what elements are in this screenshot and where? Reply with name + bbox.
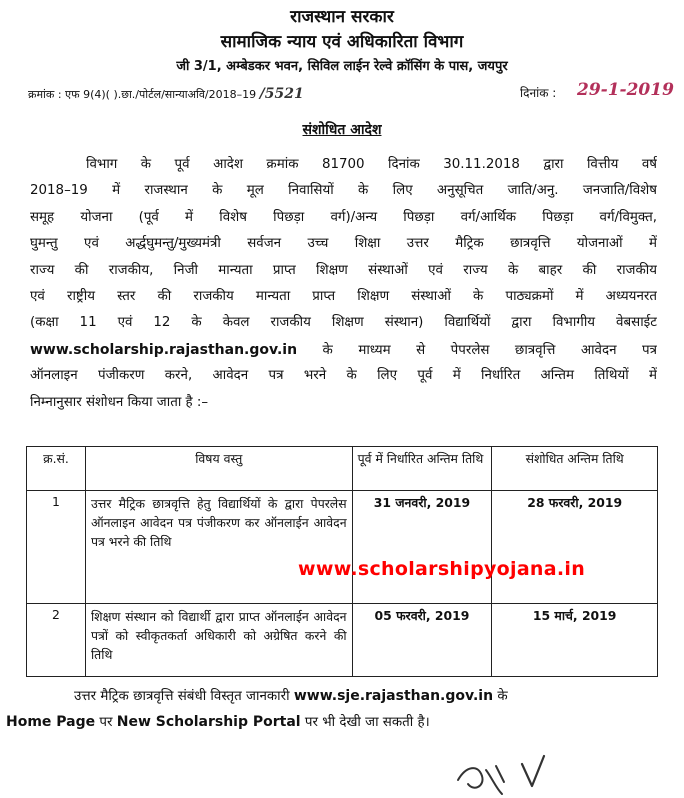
row-new-date: 15 मार्च, 2019 (492, 604, 658, 677)
sje-website-link[interactable]: www.sje.rajasthan.gov.in (293, 688, 494, 704)
footer-line-1 (74, 686, 508, 704)
body-line: ऑनलाइन पंजीकरण करने, आवेदन पत्र भरने के लिए पूर्व में निर्धारित अन्तिम तिथियों में (30, 368, 657, 384)
body-line-url (30, 337, 657, 363)
row-old-date: 05 फरवरी, 2019 (352, 604, 492, 677)
row-sn: 2 (27, 604, 86, 677)
body-line: 2018–19 में राजस्थान के मूल निवासियों के लिए अनुसूचित जाति/अनु. जनजाति/विशेष (30, 183, 657, 199)
home-page-label: Home Page (6, 714, 96, 730)
footer-text-end: के (493, 689, 508, 704)
reference-handwritten-number: /5521 (259, 86, 304, 102)
order-body (30, 152, 657, 416)
footer-line-2 (6, 712, 430, 730)
row-old-date: 31 जनवरी, 2019 (352, 491, 492, 604)
header-subject: विषय वस्तु (85, 447, 352, 491)
watermark-text: www.scholarshipyojana.in (298, 558, 586, 580)
signature-mark (452, 748, 552, 798)
body-line: निम्नानुसार संशोधन किया जाता है :– (30, 394, 209, 410)
footer-text-end: पर भी देखी जा सकती है। (300, 715, 430, 730)
scholarship-portal-link[interactable]: www.scholarship.rajasthan.gov.in (30, 341, 298, 358)
row-sn: 1 (27, 491, 86, 604)
header-new-date: संशोधित अन्तिम तिथि (492, 447, 658, 491)
body-line: घुमन्तु एवं अर्द्धघुमन्तु/मुख्यमंत्री सर्वजन उच्च शिक्षा उत्तर मैट्रिक छात्रवृत्ति योजनाओं में (30, 236, 657, 252)
header-sn: क्र.सं. (27, 447, 86, 491)
body-line: समूह योजना (पूर्व में विशेष पिछड़ा वर्ग)/अन्य पिछड़ा वर्ग/आर्थिक पिछड़ा वर्ग/विमुक्त, (30, 209, 657, 225)
department-address: जी 3/1, अम्बेडकर भवन, सिविल लाईन रेल्वे क्रॉसिंग के पास, जयपुर (176, 59, 508, 74)
reference-label: क्रमांक : एफ 9(4)( ).छा./पोर्टल/सान्याअवि/2018–19 (28, 88, 257, 101)
table-row (27, 491, 658, 604)
header-old-date: पूर्व में निर्धारित अन्तिम तिथि (352, 447, 492, 491)
row-subject: उत्तर मैट्रिक छात्रवृत्ति हेतु विद्यार्थियों के द्वारा पेपरलेस ऑनलाइन आवेदन पत्र पंजीकरण कर ऑनलाईन आवेदन पत्र भरने की तिथि (85, 491, 352, 604)
date-value: 29-1-2019 (577, 80, 674, 100)
department-name: सामाजिक न्याय एवं अधिकारिता विभाग (220, 32, 464, 52)
table-row (27, 604, 658, 677)
date-label: दिनांक : (520, 86, 557, 100)
body-line: एवं राष्ट्रीय स्तर की राजकीय मान्यता प्राप्त शिक्षण संस्थाओं के पाठ्यक्रमों में अध्ययनरत (30, 288, 657, 304)
table-header-row (27, 447, 658, 491)
body-line: (कक्षा 11 एवं 12 के केवल राजकीय शिक्षण संस्थान) विद्यार्थियों द्वारा विभागीय वेबसाईट (30, 315, 657, 331)
portal-name: New Scholarship Portal (116, 714, 301, 730)
body-line-url-rest: के माध्यम से पेपरलेस छात्रवृत्ति आवेदन पत्र (297, 342, 657, 358)
footer-text: पर (95, 715, 117, 730)
reference-line (28, 86, 304, 102)
row-new-date: 28 फरवरी, 2019 (492, 491, 658, 604)
body-line: विभाग के पूर्व आदेश क्रमांक 81700 दिनांक 30.11.2018 द्वारा वित्तीय वर्ष (86, 157, 657, 172)
body-line: राज्य की राजकीय, निजी मान्यता प्राप्त शिक्षण संस्थाओं एवं राज्य के बाहर की राजकीय (30, 262, 657, 278)
footer-text: उत्तर मैट्रिक छात्रवृत्ति संबंधी विस्तृत जानकारी (74, 689, 294, 704)
order-title: संशोधित आदेश (302, 122, 382, 138)
govt-name: राजस्थान सरकार (290, 7, 394, 27)
row-subject: शिक्षण संस्थान को विद्यार्थी द्वारा प्राप्त ऑनलाईन आवेदन पत्रों को स्वीकृतकर्ता अधिकारी को अग्रेषित करने की तिथि (85, 604, 352, 677)
